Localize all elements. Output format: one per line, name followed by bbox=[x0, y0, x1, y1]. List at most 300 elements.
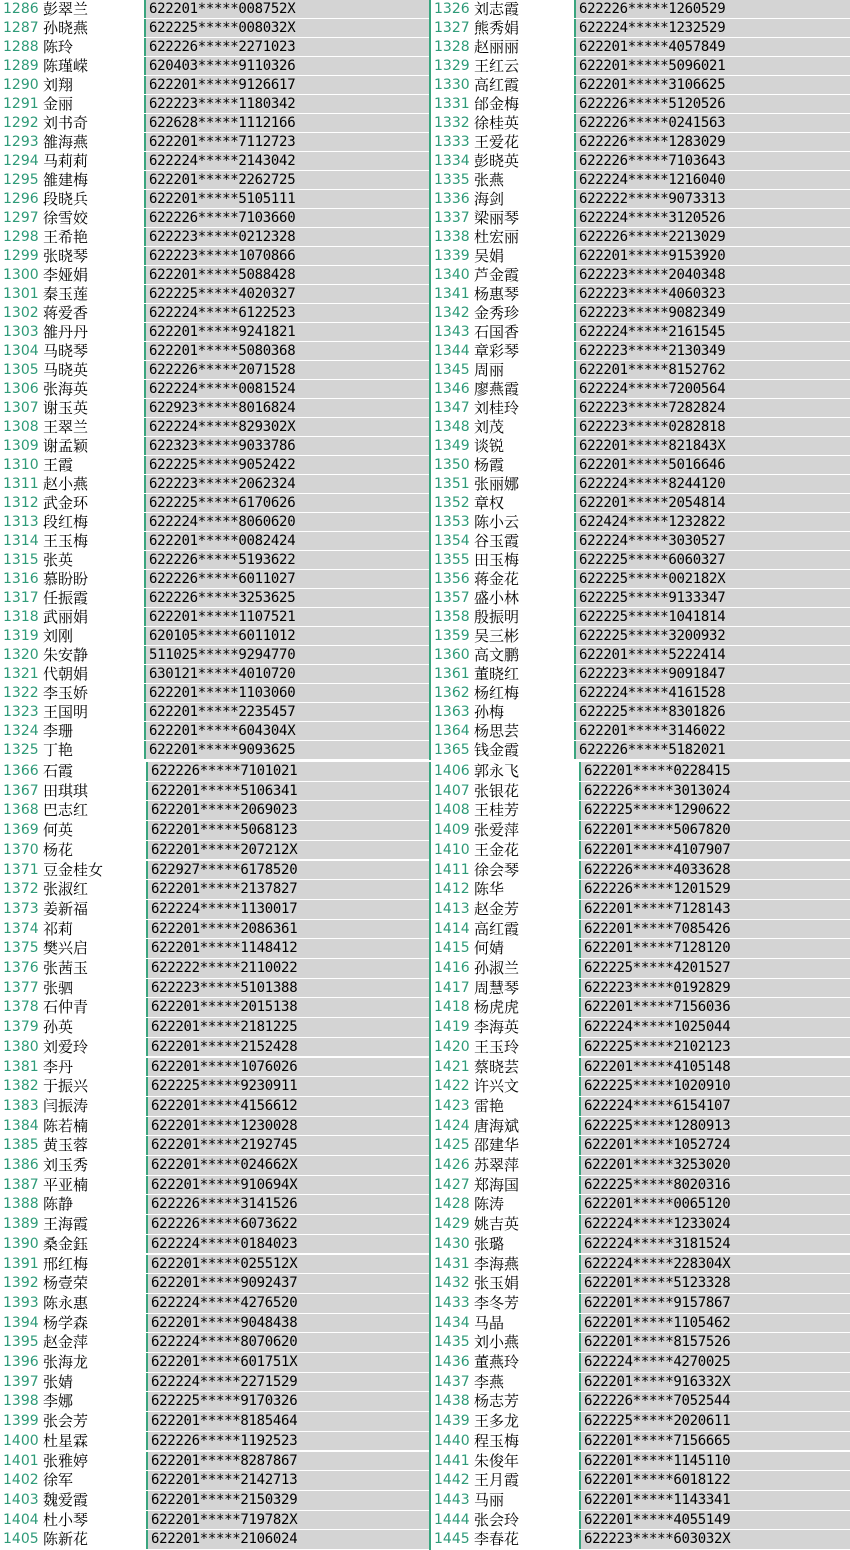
name-cell[interactable]: 朱安静 bbox=[40, 646, 146, 664]
id-number-cell[interactable]: 622201*****1145110 bbox=[581, 1452, 850, 1471]
id-number-cell[interactable]: 622201*****1230028 bbox=[148, 1117, 430, 1136]
id-number-cell[interactable]: 622223*****603032X bbox=[581, 1530, 850, 1549]
id-number-cell[interactable]: 622226*****2213029 bbox=[576, 228, 850, 246]
row-number[interactable]: 1319 bbox=[0, 627, 40, 645]
row-number[interactable]: 1383 bbox=[0, 1097, 40, 1116]
row-number[interactable]: 1300 bbox=[0, 266, 40, 284]
row-number[interactable]: 1338 bbox=[431, 228, 471, 246]
id-number-cell[interactable]: 622201*****601751X bbox=[148, 1353, 430, 1372]
row-number[interactable]: 1340 bbox=[431, 266, 471, 284]
row-number[interactable]: 1370 bbox=[0, 841, 40, 860]
name-cell[interactable]: 彭翠兰 bbox=[40, 0, 146, 18]
row-number[interactable]: 1402 bbox=[0, 1471, 40, 1490]
row-number[interactable]: 1364 bbox=[431, 722, 471, 740]
name-cell[interactable]: 王桂芳 bbox=[471, 801, 581, 820]
row-number[interactable]: 1407 bbox=[431, 782, 471, 801]
name-cell[interactable]: 徐桂英 bbox=[471, 114, 576, 132]
row-number[interactable]: 1296 bbox=[0, 190, 40, 208]
name-cell[interactable]: 熊秀娟 bbox=[471, 19, 576, 37]
row-number[interactable]: 1352 bbox=[431, 494, 471, 512]
id-number-cell[interactable]: 622224*****8070620 bbox=[148, 1333, 430, 1352]
row-number[interactable]: 1409 bbox=[431, 821, 471, 840]
id-number-cell[interactable]: 622223*****2062324 bbox=[146, 475, 430, 493]
id-number-cell[interactable]: 622226*****7103660 bbox=[146, 209, 430, 227]
id-number-cell[interactable]: 622226*****1283029 bbox=[576, 133, 850, 151]
id-number-cell[interactable]: 622201*****5123328 bbox=[581, 1274, 850, 1293]
row-number[interactable]: 1336 bbox=[431, 190, 471, 208]
row-number[interactable]: 1297 bbox=[0, 209, 40, 227]
name-cell[interactable]: 刘玉秀 bbox=[40, 1156, 148, 1175]
id-number-cell[interactable]: 622225*****4201527 bbox=[581, 959, 850, 978]
id-number-cell[interactable]: 622225*****1020910 bbox=[581, 1077, 850, 1096]
id-number-cell[interactable]: 622201*****2262725 bbox=[146, 171, 430, 189]
row-number[interactable]: 1335 bbox=[431, 171, 471, 189]
name-cell[interactable]: 何婧 bbox=[471, 939, 581, 958]
name-cell[interactable]: 田琪琪 bbox=[40, 782, 148, 801]
name-cell[interactable]: 陈华 bbox=[471, 880, 581, 899]
id-number-cell[interactable]: 622201*****5080368 bbox=[146, 342, 430, 360]
id-number-cell[interactable]: 622201*****2181225 bbox=[148, 1018, 430, 1037]
name-cell[interactable]: 赵金芳 bbox=[471, 900, 581, 919]
name-cell[interactable]: 陈新花 bbox=[40, 1530, 148, 1549]
name-cell[interactable]: 钱金霞 bbox=[471, 741, 576, 759]
name-cell[interactable]: 武丽娟 bbox=[40, 608, 146, 626]
id-number-cell[interactable]: 622201*****9048438 bbox=[148, 1314, 430, 1333]
name-cell[interactable]: 段红梅 bbox=[40, 513, 146, 531]
name-cell[interactable]: 李海英 bbox=[471, 1018, 581, 1037]
id-number-cell[interactable]: 622224*****2143042 bbox=[146, 152, 430, 170]
name-cell[interactable]: 孙淑兰 bbox=[471, 959, 581, 978]
id-number-cell[interactable]: 622201*****1107521 bbox=[146, 608, 430, 626]
id-number-cell[interactable]: 622927*****6178520 bbox=[148, 861, 430, 880]
id-number-cell[interactable]: 622201*****2137827 bbox=[148, 880, 430, 899]
row-number[interactable]: 1426 bbox=[431, 1156, 471, 1175]
id-number-cell[interactable]: 622201*****3106625 bbox=[576, 76, 850, 94]
row-number[interactable]: 1314 bbox=[0, 532, 40, 550]
row-number[interactable]: 1442 bbox=[431, 1471, 471, 1490]
name-cell[interactable]: 杨志芳 bbox=[471, 1392, 581, 1411]
name-cell[interactable]: 李燕 bbox=[471, 1373, 581, 1392]
row-number[interactable]: 1303 bbox=[0, 323, 40, 341]
name-cell[interactable]: 高红霞 bbox=[471, 76, 576, 94]
name-cell[interactable]: 石霞 bbox=[40, 762, 148, 781]
row-number[interactable]: 1299 bbox=[0, 247, 40, 265]
name-cell[interactable]: 赵丽丽 bbox=[471, 38, 576, 56]
id-number-cell[interactable]: 622201*****025512X bbox=[148, 1255, 430, 1274]
name-cell[interactable]: 章权 bbox=[471, 494, 576, 512]
row-number[interactable]: 1436 bbox=[431, 1353, 471, 1372]
row-number[interactable]: 1298 bbox=[0, 228, 40, 246]
name-cell[interactable]: 王霞 bbox=[40, 456, 146, 474]
row-number[interactable]: 1289 bbox=[0, 57, 40, 75]
id-number-cell[interactable]: 622201*****9157867 bbox=[581, 1294, 850, 1313]
name-cell[interactable]: 赵金萍 bbox=[40, 1333, 148, 1352]
name-cell[interactable]: 魏爱霞 bbox=[40, 1491, 148, 1510]
name-cell[interactable]: 李珊 bbox=[40, 722, 146, 740]
row-number[interactable]: 1312 bbox=[0, 494, 40, 512]
name-cell[interactable]: 杨思芸 bbox=[471, 722, 576, 740]
id-number-cell[interactable]: 622201*****5222414 bbox=[576, 646, 850, 664]
id-number-cell[interactable]: 622226*****5120526 bbox=[576, 95, 850, 113]
id-number-cell[interactable]: 620105*****6011012 bbox=[146, 627, 430, 645]
row-number[interactable]: 1308 bbox=[0, 418, 40, 436]
row-number[interactable]: 1309 bbox=[0, 437, 40, 455]
row-number[interactable]: 1322 bbox=[0, 684, 40, 702]
id-number-cell[interactable]: 622201*****2106024 bbox=[148, 1530, 430, 1549]
row-number[interactable]: 1346 bbox=[431, 380, 471, 398]
name-cell[interactable]: 杨虎虎 bbox=[471, 998, 581, 1017]
id-number-cell[interactable]: 622224*****4161528 bbox=[576, 684, 850, 702]
row-number[interactable]: 1399 bbox=[0, 1412, 40, 1431]
row-number[interactable]: 1291 bbox=[0, 95, 40, 113]
id-number-cell[interactable]: 622224*****228304X bbox=[581, 1255, 850, 1274]
row-number[interactable]: 1339 bbox=[431, 247, 471, 265]
row-number[interactable]: 1354 bbox=[431, 532, 471, 550]
row-number[interactable]: 1411 bbox=[431, 861, 471, 880]
name-cell[interactable]: 刘茂 bbox=[471, 418, 576, 436]
id-number-cell[interactable]: 622223*****9082349 bbox=[576, 304, 850, 322]
id-number-cell[interactable]: 622201*****2150329 bbox=[148, 1491, 430, 1510]
id-number-cell[interactable]: 622224*****2271529 bbox=[148, 1373, 430, 1392]
name-cell[interactable]: 蒋爱香 bbox=[40, 304, 146, 322]
name-cell[interactable]: 李玉娇 bbox=[40, 684, 146, 702]
row-number[interactable]: 1389 bbox=[0, 1215, 40, 1234]
id-number-cell[interactable]: 622226*****7052544 bbox=[581, 1392, 850, 1411]
id-number-cell[interactable]: 622201*****9241821 bbox=[146, 323, 430, 341]
id-number-cell[interactable]: 622225*****6060327 bbox=[576, 551, 850, 569]
row-number[interactable]: 1437 bbox=[431, 1373, 471, 1392]
name-cell[interactable]: 王爱花 bbox=[471, 133, 576, 151]
id-number-cell[interactable]: 622222*****2110022 bbox=[148, 959, 430, 978]
name-cell[interactable]: 豆金桂女 bbox=[40, 861, 148, 880]
name-cell[interactable]: 雒海燕 bbox=[40, 133, 146, 151]
id-number-cell[interactable]: 622201*****4107907 bbox=[581, 841, 850, 860]
name-cell[interactable]: 廖燕霞 bbox=[471, 380, 576, 398]
id-number-cell[interactable]: 622225*****9133347 bbox=[576, 589, 850, 607]
name-cell[interactable]: 于振兴 bbox=[40, 1077, 148, 1096]
row-number[interactable]: 1385 bbox=[0, 1136, 40, 1155]
row-number[interactable]: 1361 bbox=[431, 665, 471, 683]
name-cell[interactable]: 金秀珍 bbox=[471, 304, 576, 322]
row-number[interactable]: 1315 bbox=[0, 551, 40, 569]
name-cell[interactable]: 慕盼盼 bbox=[40, 570, 146, 588]
row-number[interactable]: 1419 bbox=[431, 1018, 471, 1037]
row-number[interactable]: 1395 bbox=[0, 1333, 40, 1352]
id-number-cell[interactable]: 622223*****1180342 bbox=[146, 95, 430, 113]
name-cell[interactable]: 李娜 bbox=[40, 1392, 148, 1411]
row-number[interactable]: 1345 bbox=[431, 361, 471, 379]
name-cell[interactable]: 章彩琴 bbox=[471, 342, 576, 360]
id-number-cell[interactable]: 622224*****2161545 bbox=[576, 323, 850, 341]
id-number-cell[interactable]: 622226*****5182021 bbox=[576, 741, 850, 759]
id-number-cell[interactable]: 622201*****7085426 bbox=[581, 920, 850, 939]
id-number-cell[interactable]: 622226*****6011027 bbox=[146, 570, 430, 588]
row-number[interactable]: 1317 bbox=[0, 589, 40, 607]
row-number[interactable]: 1381 bbox=[0, 1058, 40, 1077]
name-cell[interactable]: 唐海斌 bbox=[471, 1117, 581, 1136]
name-cell[interactable]: 张驷 bbox=[40, 979, 148, 998]
name-cell[interactable]: 王月霞 bbox=[471, 1471, 581, 1490]
id-number-cell[interactable]: 622201*****0228415 bbox=[581, 762, 850, 781]
id-number-cell[interactable]: 622201*****2069023 bbox=[148, 801, 430, 820]
name-cell[interactable]: 杨花 bbox=[40, 841, 148, 860]
row-number[interactable]: 1292 bbox=[0, 114, 40, 132]
id-number-cell[interactable]: 622201*****916332X bbox=[581, 1373, 850, 1392]
name-cell[interactable]: 高文鹏 bbox=[471, 646, 576, 664]
id-number-cell[interactable]: 622224*****1025044 bbox=[581, 1018, 850, 1037]
row-number[interactable]: 1433 bbox=[431, 1294, 471, 1313]
id-number-cell[interactable]: 622225*****1041814 bbox=[576, 608, 850, 626]
name-cell[interactable]: 殷振明 bbox=[471, 608, 576, 626]
id-number-cell[interactable]: 622226*****2271023 bbox=[146, 38, 430, 56]
row-number[interactable]: 1441 bbox=[431, 1452, 471, 1471]
id-number-cell[interactable]: 622226*****1201529 bbox=[581, 880, 850, 899]
row-number[interactable]: 1423 bbox=[431, 1097, 471, 1116]
id-number-cell[interactable]: 622923*****8016824 bbox=[146, 399, 430, 417]
row-number[interactable]: 1382 bbox=[0, 1077, 40, 1096]
id-number-cell[interactable]: 622201*****7128143 bbox=[581, 900, 850, 919]
id-number-cell[interactable]: 622201*****5068123 bbox=[148, 821, 430, 840]
id-number-cell[interactable]: 622201*****3253020 bbox=[581, 1156, 850, 1175]
name-cell[interactable]: 姚吉英 bbox=[471, 1215, 581, 1234]
name-cell[interactable]: 丁艳 bbox=[40, 741, 146, 759]
name-cell[interactable]: 武金环 bbox=[40, 494, 146, 512]
row-number[interactable]: 1384 bbox=[0, 1117, 40, 1136]
name-cell[interactable]: 朱俊年 bbox=[471, 1452, 581, 1471]
id-number-cell[interactable]: 622201*****5106341 bbox=[148, 782, 430, 801]
row-number[interactable]: 1327 bbox=[431, 19, 471, 37]
id-number-cell[interactable]: 622223*****4060323 bbox=[576, 285, 850, 303]
id-number-cell[interactable]: 622224*****1130017 bbox=[148, 900, 430, 919]
name-cell[interactable]: 李冬芳 bbox=[471, 1294, 581, 1313]
row-number[interactable]: 1422 bbox=[431, 1077, 471, 1096]
row-number[interactable]: 1424 bbox=[431, 1117, 471, 1136]
id-number-cell[interactable]: 622225*****3200932 bbox=[576, 627, 850, 645]
name-cell[interactable]: 陈涛 bbox=[471, 1195, 581, 1214]
name-cell[interactable]: 任振霞 bbox=[40, 589, 146, 607]
row-number[interactable]: 1313 bbox=[0, 513, 40, 531]
name-cell[interactable]: 谢孟颖 bbox=[40, 437, 146, 455]
id-number-cell[interactable]: 622201*****3146022 bbox=[576, 722, 850, 740]
name-cell[interactable]: 海剑 bbox=[471, 190, 576, 208]
row-number[interactable]: 1373 bbox=[0, 900, 40, 919]
name-cell[interactable]: 张海英 bbox=[40, 380, 146, 398]
row-number[interactable]: 1305 bbox=[0, 361, 40, 379]
id-number-cell[interactable]: 622201*****0065120 bbox=[581, 1195, 850, 1214]
row-number[interactable]: 1438 bbox=[431, 1392, 471, 1411]
name-cell[interactable]: 张玉娟 bbox=[471, 1274, 581, 1293]
name-cell[interactable]: 孙晓燕 bbox=[40, 19, 146, 37]
name-cell[interactable]: 李娅娟 bbox=[40, 266, 146, 284]
row-number[interactable]: 1443 bbox=[431, 1491, 471, 1510]
name-cell[interactable]: 张英 bbox=[40, 551, 146, 569]
row-number[interactable]: 1445 bbox=[431, 1530, 471, 1549]
row-number[interactable]: 1321 bbox=[0, 665, 40, 683]
name-cell[interactable]: 邢红梅 bbox=[40, 1255, 148, 1274]
name-cell[interactable]: 高红霞 bbox=[471, 920, 581, 939]
name-cell[interactable]: 张晓琴 bbox=[40, 247, 146, 265]
name-cell[interactable]: 祁莉 bbox=[40, 920, 148, 939]
name-cell[interactable]: 代朝娟 bbox=[40, 665, 146, 683]
row-number[interactable]: 1295 bbox=[0, 171, 40, 189]
id-number-cell[interactable]: 622201*****9092437 bbox=[148, 1274, 430, 1293]
id-number-cell[interactable]: 622201*****1076026 bbox=[148, 1058, 430, 1077]
row-number[interactable]: 1323 bbox=[0, 703, 40, 721]
row-number[interactable]: 1356 bbox=[431, 570, 471, 588]
row-number[interactable]: 1286 bbox=[0, 0, 40, 18]
row-number[interactable]: 1329 bbox=[431, 57, 471, 75]
id-number-cell[interactable]: 622201*****9153920 bbox=[576, 247, 850, 265]
name-cell[interactable]: 王玉玲 bbox=[471, 1038, 581, 1057]
name-cell[interactable]: 杨惠琴 bbox=[471, 285, 576, 303]
name-cell[interactable]: 刘小燕 bbox=[471, 1333, 581, 1352]
row-number[interactable]: 1330 bbox=[431, 76, 471, 94]
id-number-cell[interactable]: 622226*****0241563 bbox=[576, 114, 850, 132]
id-number-cell[interactable]: 622223*****9091847 bbox=[576, 665, 850, 683]
id-number-cell[interactable]: 622224*****4270025 bbox=[581, 1353, 850, 1372]
row-number[interactable]: 1404 bbox=[0, 1511, 40, 1530]
name-cell[interactable]: 王希艳 bbox=[40, 228, 146, 246]
row-number[interactable]: 1341 bbox=[431, 285, 471, 303]
id-number-cell[interactable]: 622224*****4276520 bbox=[148, 1294, 430, 1313]
row-number[interactable]: 1418 bbox=[431, 998, 471, 1017]
id-number-cell[interactable]: 622225*****9052422 bbox=[146, 456, 430, 474]
name-cell[interactable]: 谈锐 bbox=[471, 437, 576, 455]
name-cell[interactable]: 樊兴启 bbox=[40, 939, 148, 958]
name-cell[interactable]: 马晓英 bbox=[40, 361, 146, 379]
name-cell[interactable]: 姜新福 bbox=[40, 900, 148, 919]
row-number[interactable]: 1375 bbox=[0, 939, 40, 958]
name-cell[interactable]: 金丽 bbox=[40, 95, 146, 113]
id-number-cell[interactable]: 622201*****008752X bbox=[146, 0, 430, 18]
id-number-cell[interactable]: 622201*****8185464 bbox=[148, 1412, 430, 1431]
row-number[interactable]: 1372 bbox=[0, 880, 40, 899]
id-number-cell[interactable]: 622201*****9093625 bbox=[146, 741, 430, 759]
name-cell[interactable]: 盛小林 bbox=[471, 589, 576, 607]
id-number-cell[interactable]: 622225*****1280913 bbox=[581, 1117, 850, 1136]
row-number[interactable]: 1394 bbox=[0, 1314, 40, 1333]
id-number-cell[interactable]: 622226*****6073622 bbox=[148, 1215, 430, 1234]
name-cell[interactable]: 孙英 bbox=[40, 1018, 148, 1037]
name-cell[interactable]: 陈静 bbox=[40, 1195, 148, 1214]
id-number-cell[interactable]: 622201*****2054814 bbox=[576, 494, 850, 512]
id-number-cell[interactable]: 622201*****7112723 bbox=[146, 133, 430, 151]
id-number-cell[interactable]: 622201*****4057849 bbox=[576, 38, 850, 56]
id-number-cell[interactable]: 622201*****4105148 bbox=[581, 1058, 850, 1077]
name-cell[interactable]: 雷艳 bbox=[471, 1097, 581, 1116]
name-cell[interactable]: 王翠兰 bbox=[40, 418, 146, 436]
name-cell[interactable]: 张银花 bbox=[471, 782, 581, 801]
id-number-cell[interactable]: 622225*****008032X bbox=[146, 19, 430, 37]
row-number[interactable]: 1325 bbox=[0, 741, 40, 759]
row-number[interactable]: 1405 bbox=[0, 1530, 40, 1549]
row-number[interactable]: 1398 bbox=[0, 1392, 40, 1411]
id-number-cell[interactable]: 622226*****3013024 bbox=[581, 782, 850, 801]
id-number-cell[interactable]: 622225*****2102123 bbox=[581, 1038, 850, 1057]
row-number[interactable]: 1363 bbox=[431, 703, 471, 721]
id-number-cell[interactable]: 622201*****2015138 bbox=[148, 998, 430, 1017]
name-cell[interactable]: 邰金梅 bbox=[471, 95, 576, 113]
name-cell[interactable]: 张璐 bbox=[471, 1235, 581, 1254]
row-number[interactable]: 1434 bbox=[431, 1314, 471, 1333]
id-number-cell[interactable]: 622226*****2071528 bbox=[146, 361, 430, 379]
row-number[interactable]: 1343 bbox=[431, 323, 471, 341]
id-number-cell[interactable]: 622201*****910694X bbox=[148, 1176, 430, 1195]
id-number-cell[interactable]: 622225*****4020327 bbox=[146, 285, 430, 303]
id-number-cell[interactable]: 622226*****5193622 bbox=[146, 551, 430, 569]
row-number[interactable]: 1353 bbox=[431, 513, 471, 531]
row-number[interactable]: 1331 bbox=[431, 95, 471, 113]
row-number[interactable]: 1349 bbox=[431, 437, 471, 455]
id-number-cell[interactable]: 622225*****9170326 bbox=[148, 1392, 430, 1411]
row-number[interactable]: 1355 bbox=[431, 551, 471, 569]
row-number[interactable]: 1444 bbox=[431, 1511, 471, 1530]
name-cell[interactable]: 巴志红 bbox=[40, 801, 148, 820]
id-number-cell[interactable]: 622223*****5101388 bbox=[148, 979, 430, 998]
name-cell[interactable]: 杜小琴 bbox=[40, 1511, 148, 1530]
id-number-cell[interactable]: 622201*****1103060 bbox=[146, 684, 430, 702]
name-cell[interactable]: 李海燕 bbox=[471, 1255, 581, 1274]
row-number[interactable]: 1386 bbox=[0, 1156, 40, 1175]
name-cell[interactable]: 孙梅 bbox=[471, 703, 576, 721]
row-number[interactable]: 1425 bbox=[431, 1136, 471, 1155]
id-number-cell[interactable]: 622201*****1148412 bbox=[148, 939, 430, 958]
name-cell[interactable]: 陈永惠 bbox=[40, 1294, 148, 1313]
row-number[interactable]: 1307 bbox=[0, 399, 40, 417]
id-number-cell[interactable]: 622225*****1290622 bbox=[581, 801, 850, 820]
row-number[interactable]: 1408 bbox=[431, 801, 471, 820]
id-number-cell[interactable]: 622201*****1143341 bbox=[581, 1491, 850, 1510]
row-number[interactable]: 1377 bbox=[0, 979, 40, 998]
row-number[interactable]: 1294 bbox=[0, 152, 40, 170]
name-cell[interactable]: 张淑红 bbox=[40, 880, 148, 899]
name-cell[interactable]: 雒建梅 bbox=[40, 171, 146, 189]
name-cell[interactable]: 陈瑾嵘 bbox=[40, 57, 146, 75]
row-number[interactable]: 1428 bbox=[431, 1195, 471, 1214]
row-number[interactable]: 1376 bbox=[0, 959, 40, 978]
name-cell[interactable]: 王国明 bbox=[40, 703, 146, 721]
name-cell[interactable]: 张燕 bbox=[471, 171, 576, 189]
row-number[interactable]: 1328 bbox=[431, 38, 471, 56]
id-number-cell[interactable]: 622223*****2040348 bbox=[576, 266, 850, 284]
row-number[interactable]: 1406 bbox=[431, 762, 471, 781]
id-number-cell[interactable]: 622201*****1052724 bbox=[581, 1136, 850, 1155]
row-number[interactable]: 1416 bbox=[431, 959, 471, 978]
row-number[interactable]: 1368 bbox=[0, 801, 40, 820]
name-cell[interactable]: 张会玲 bbox=[471, 1511, 581, 1530]
name-cell[interactable]: 刘翔 bbox=[40, 76, 146, 94]
name-cell[interactable]: 董燕玲 bbox=[471, 1353, 581, 1372]
id-number-cell[interactable]: 622201*****2086361 bbox=[148, 920, 430, 939]
name-cell[interactable]: 马莉莉 bbox=[40, 152, 146, 170]
name-cell[interactable]: 王多龙 bbox=[471, 1412, 581, 1431]
id-number-cell[interactable]: 622201*****024662X bbox=[148, 1156, 430, 1175]
name-cell[interactable]: 李丹 bbox=[40, 1058, 148, 1077]
id-number-cell[interactable]: 622225*****8301826 bbox=[576, 703, 850, 721]
id-number-cell[interactable]: 622201*****5096021 bbox=[576, 57, 850, 75]
row-number[interactable]: 1439 bbox=[431, 1412, 471, 1431]
row-number[interactable]: 1358 bbox=[431, 608, 471, 626]
row-number[interactable]: 1288 bbox=[0, 38, 40, 56]
id-number-cell[interactable]: 622201*****2192745 bbox=[148, 1136, 430, 1155]
id-number-cell[interactable]: 622223*****1070866 bbox=[146, 247, 430, 265]
id-number-cell[interactable]: 622224*****0081524 bbox=[146, 380, 430, 398]
id-number-cell[interactable]: 622201*****5105111 bbox=[146, 190, 430, 208]
id-number-cell[interactable]: 622223*****7282824 bbox=[576, 399, 850, 417]
row-number[interactable]: 1318 bbox=[0, 608, 40, 626]
id-number-cell[interactable]: 622223*****2130349 bbox=[576, 342, 850, 360]
row-number[interactable]: 1304 bbox=[0, 342, 40, 360]
